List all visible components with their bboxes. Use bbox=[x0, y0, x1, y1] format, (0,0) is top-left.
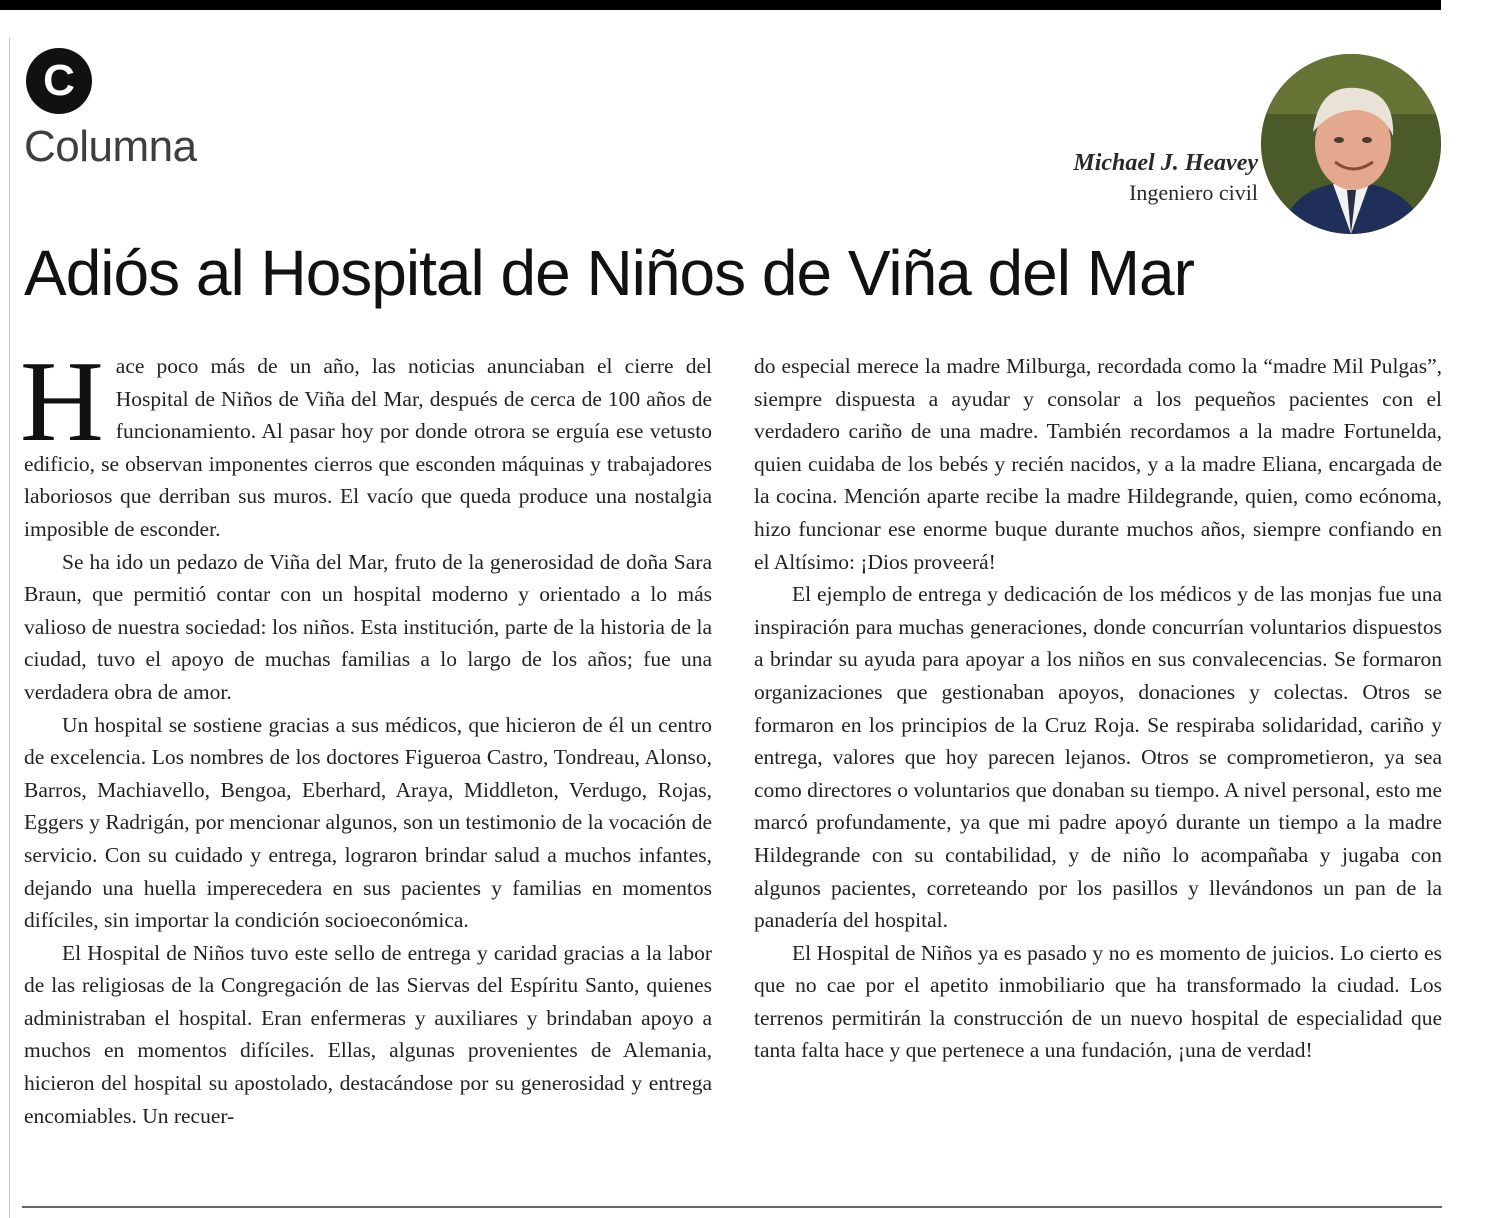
paragraph: El Hospital de Niños tuvo este sello de entrega y caridad gracias a la labor de las religiosas de la Congregación de las Siervas del Espíritu Santo, quienes administraban el hospital. Eran enfermeras y auxiliares y brindaban apoyo a muchos en momentos difíciles. Ellas, algunas provenientes de Alemania, hicieron del hospital su apostolado, destacándose por su generosidad y entrega encomiables. Un recuer- bbox=[24, 940, 712, 1128]
section-label: Columna bbox=[24, 122, 197, 171]
article-column-left bbox=[20, 338, 712, 1132]
byline bbox=[1073, 150, 1258, 206]
headline: Adiós al Hospital de Niños de Viña del Mar bbox=[24, 237, 1194, 309]
paragraph: do especial merece la madre Milburga, recordada como la “madre Mil Pulgas”, siempre dispuesta a ayudar y consolar a los pequeños pacientes con el verdadero cariño de una madre. También recordamos a la madre Fortunelda, quien cuidaba de los bebés y recién nacidos, y a la madre Eliana, encargada de la cocina. Mención aparte recibe la madre Hildegrande, quien, como ecónoma, hizo funcionar ese enorme buque durante muchos años, siempre confiando en el Altísimo: ¡Dios proveerá! bbox=[754, 354, 1442, 574]
article-column-right bbox=[754, 350, 1442, 1067]
top-rule bbox=[0, 0, 1442, 10]
page-edge bbox=[1441, 0, 1490, 1218]
paragraph: El ejemplo de entrega y dedicación de los médicos y de las monjas fue una inspiración para muchas generaciones, donde concurrían voluntarios dispuestos a brindar su ayuda para apoyar a los niños en sus convalecencias. Se formaron organizaciones que gestionaban apoyos, donaciones y colectas. Otros se formaron en los principios de la Cruz Roja. Se respiraba solidaridad, cariño y entrega, valores que hoy parecen lejanos. Otros se comprometieron, ya sea como directores o voluntarios que donaban su tiempo. A nivel personal, esto me marcó profundamente, ya que mi padre apoyó durante un tiempo a la madre Hildegrande con su contabilidad, y de niño lo acompañaba y jugaba con algunos pacientes, correteando por los pasillos y llevándonos un pan de la panadería del hospital. bbox=[754, 582, 1442, 933]
paragraph: Se ha ido un pedazo de Viña del Mar, fruto de la generosidad de doña Sara Braun, que permitió contar con un hospital moderno y orientado a lo más valioso de nuestra sociedad: los niños. Esta institución, parte de la historia de la ciudad, tuvo el apoyo de muchas familias a lo largo de los años; fue una verdadera obra de amor. bbox=[24, 549, 712, 704]
paragraph: Un hospital se sostiene gracias a sus médicos, que hicieron de él un centro de excelencia. Los nombres de los doctores Figueroa Castro, Tondreau, Alonso, Barros, Machiavello, Bengoa, Eberhard, Araya, Middleton, Verdugo, Rojas, Eggers y Radrigán, por mencionar algunos, son un testimonio de la vocación de servicio. Con su cuidado y entrega, lograron brindar salud a muchos infantes, dejando una huella imperecedera en sus pacientes y familias en momentos difíciles, sin importar la condición socioeconómica. bbox=[24, 712, 712, 933]
drop-cap: H bbox=[20, 338, 104, 466]
paragraph: El Hospital de Niños ya es pasado y no es momento de juicios. Lo cierto es que no cae por el apetito inmobiliario que ha transformado la ciudad. Los terrenos permitirán la construcción de un nuevo hospital de especialidad que tanta falta hace y que pertenece a una fundación, ¡una de verdad! bbox=[754, 940, 1442, 1063]
bottom-rule bbox=[22, 1206, 1442, 1208]
author-role: Ingeniero civil bbox=[1129, 180, 1258, 205]
author-portrait-illustration bbox=[1261, 54, 1441, 234]
section-badge: C bbox=[26, 48, 92, 114]
author-name: Michael J. Heavey bbox=[1073, 150, 1258, 176]
left-margin-rule bbox=[9, 38, 10, 1218]
author-photo bbox=[1261, 54, 1441, 234]
paragraph: ace poco más de un año, las noticias anunciaban el cierre del Hospital de Niños de Viña del Mar, después de cerca de 100 años de funcionamiento. Al pasar hoy por donde otrora se erguía ese vetusto edificio, se observan imponentes cierros que esconden máquinas y trabajadores laboriosos que derriban sus muros. El vacío que queda produce una nostalgia imposible de esconder. bbox=[24, 354, 712, 541]
